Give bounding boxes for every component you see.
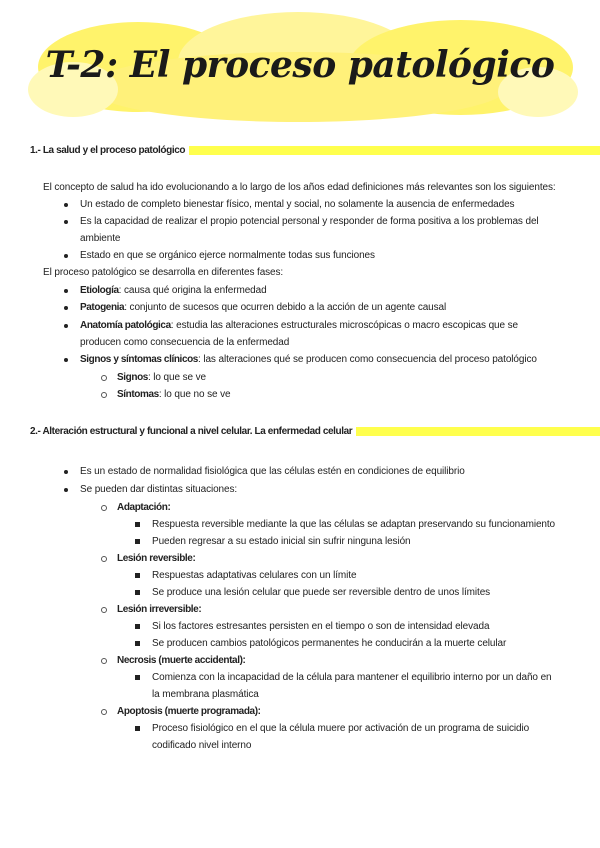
section-heading <box>30 426 600 437</box>
bullet-icon <box>64 289 68 293</box>
page-title: T-2: El proceso patológico <box>45 44 555 86</box>
definition: : lo que se ve <box>147 372 207 383</box>
heading-highlight <box>356 427 600 436</box>
term: Patogenia <box>80 302 125 313</box>
list-item-continuation: producen como consecuencia de la enfermedad <box>80 337 290 348</box>
sub-list-item <box>117 371 206 385</box>
list-item: Estado en que se orgánico ejerce normalmente todas sus funciones <box>80 250 375 261</box>
term: Lesión reversible: <box>117 553 196 564</box>
definition: : estudia las alteraciones estructurales microscópicas o macro escopicas que se <box>170 320 519 331</box>
square-bullet-icon <box>135 573 140 578</box>
term: Síntomas <box>117 389 159 400</box>
term: Signos <box>117 372 148 383</box>
term: Lesión irreversible: <box>117 604 202 615</box>
sub-sub-list-item: Comienza con la incapacidad de la célula para mantener el equilibrio interno por un daño en <box>152 672 552 683</box>
term: Etiología <box>80 285 119 296</box>
sub-list-heading <box>117 501 170 515</box>
square-bullet-icon <box>135 675 140 680</box>
sub-sub-list-item: Respuesta reversible mediante la que las células se adaptan preservando su funcionamiento <box>152 519 556 530</box>
circle-bullet-icon <box>101 375 107 381</box>
term: Signos y síntomas clínicos <box>80 354 198 365</box>
list-item-continuation: codificado nivel interno <box>152 740 252 751</box>
paragraph: El proceso patológico se desarrolla en diferentes fases: <box>43 267 284 278</box>
sub-list-item <box>117 388 231 402</box>
bullet-icon <box>64 306 68 310</box>
list-item: Se pueden dar distintas situaciones: <box>80 484 238 495</box>
bullet-icon <box>64 488 68 492</box>
list-item: Es un estado de normalidad fisiológica que las células estén en condiciones de equilibrio <box>80 466 465 477</box>
term: Necrosis (muerte accidental): <box>117 655 246 666</box>
square-bullet-icon <box>135 590 140 595</box>
list-item-continuation: la membrana plasmática <box>152 689 259 700</box>
list-item: Un estado de completo bienestar físico, mental y social, no solamente la ausencia de enfermedades <box>80 199 515 210</box>
sub-list-heading <box>117 552 195 566</box>
paragraph: El concepto de salud ha ido evolucionando a lo largo de los años edad definiciones más relevantes son los siguientes: <box>43 182 556 193</box>
heading-text: 2.- Alteración estructural y funcional a nivel celular. La enfermedad celular <box>30 426 353 437</box>
list-item: Es la capacidad de realizar el propio potencial personal y responder de forma positiva a los problemas del <box>80 216 539 227</box>
term: Adaptación: <box>117 502 171 513</box>
section-heading <box>30 145 600 156</box>
square-bullet-icon <box>135 624 140 629</box>
square-bullet-icon <box>135 641 140 646</box>
circle-bullet-icon <box>101 607 107 613</box>
sub-sub-list-item: Pueden regresar a su estado inicial sin sufrir ninguna lesión <box>152 536 411 547</box>
list-item <box>80 301 446 315</box>
circle-bullet-icon <box>101 658 107 664</box>
square-bullet-icon <box>135 539 140 544</box>
definition: : causa qué origina la enfermedad <box>118 285 267 296</box>
list-item <box>80 353 537 367</box>
sub-list-heading <box>117 705 261 719</box>
circle-bullet-icon <box>101 709 107 715</box>
bullet-icon <box>64 358 68 362</box>
list-item <box>80 284 267 298</box>
bullet-icon <box>64 254 68 258</box>
square-bullet-icon <box>135 726 140 731</box>
circle-bullet-icon <box>101 392 107 398</box>
square-bullet-icon <box>135 522 140 527</box>
list-item <box>80 319 518 333</box>
definition: : las alteraciones qué se producen como consecuencia del proceso patológico <box>197 354 537 365</box>
bullet-icon <box>64 203 68 207</box>
bullet-icon <box>64 324 68 328</box>
definition: : lo que no se ve <box>158 389 231 400</box>
bullet-icon <box>64 220 68 224</box>
term: Apoptosis (muerte programada): <box>117 706 261 717</box>
sub-sub-list-item: Si los factores estresantes persisten en el tiempo o son de intensidad elevada <box>152 621 490 632</box>
sub-sub-list-item: Respuestas adaptativas celulares con un límite <box>152 570 357 581</box>
definition: : conjunto de sucesos que ocurren debido a la acción de un agente causal <box>124 302 447 313</box>
circle-bullet-icon <box>101 556 107 562</box>
sub-list-heading <box>117 654 245 668</box>
sub-list-heading <box>117 603 201 617</box>
sub-sub-list-item: Proceso fisiológico en el que la célula muere por activación de un programa de suicidio <box>152 723 530 734</box>
sub-sub-list-item: Se produce una lesión celular que puede ser reversible dentro de unos límites <box>152 587 491 598</box>
list-item-continuation: ambiente <box>80 233 121 244</box>
heading-highlight <box>189 146 600 155</box>
circle-bullet-icon <box>101 505 107 511</box>
sub-sub-list-item: Se producen cambios patológicos permanentes he conducirán a la muerte celular <box>152 638 507 649</box>
term: Anatomía patológica <box>80 320 171 331</box>
heading-text: 1.- La salud y el proceso patológico <box>30 145 186 156</box>
bullet-icon <box>64 470 68 474</box>
